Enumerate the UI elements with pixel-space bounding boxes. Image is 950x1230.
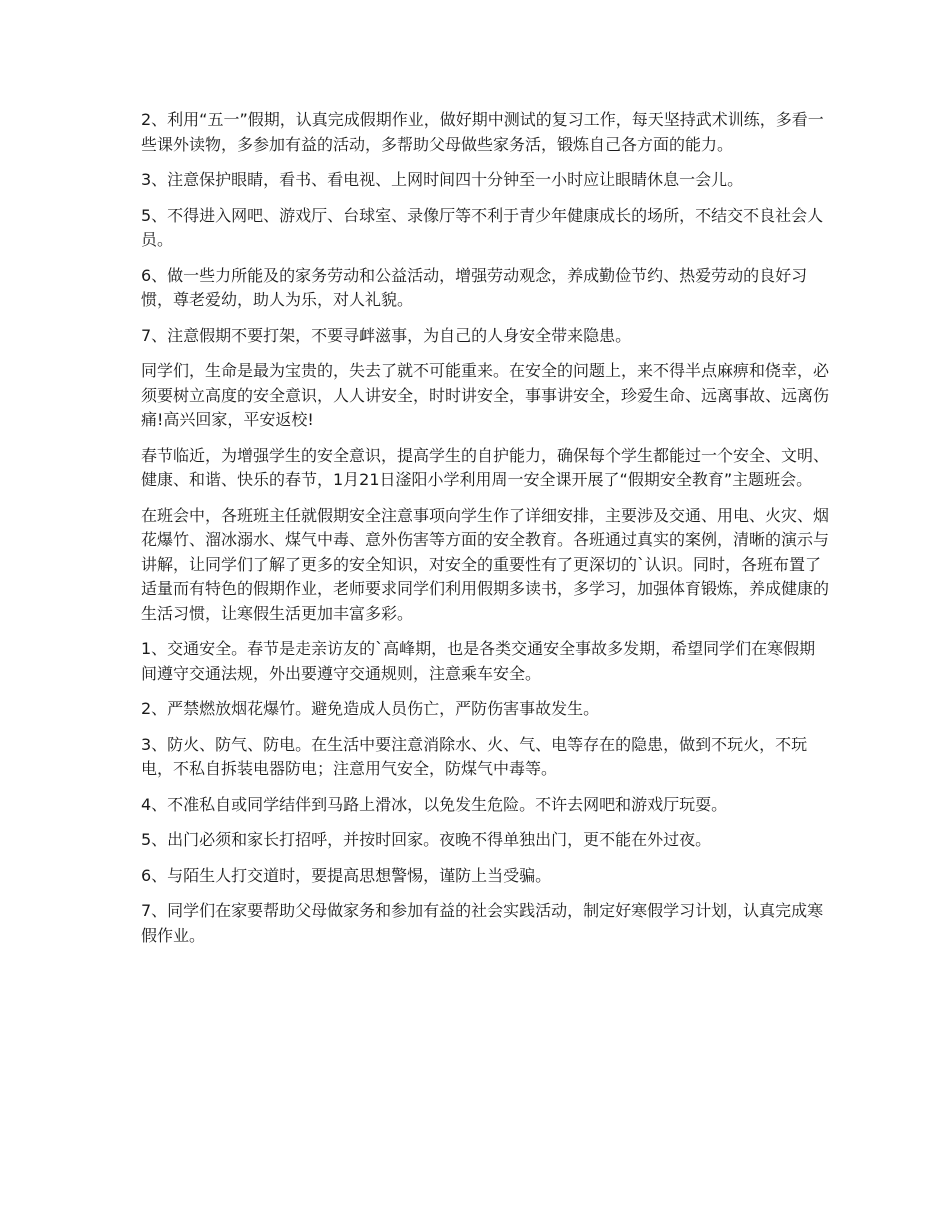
paragraph-class-meeting: 在班会中，各班班主任就假期安全注意事项向学生作了详细安排，主要涉及交通、用电、火灾、烟花爆竹、溜冰溺水、煤气中毒、意外伤害等方面的安全教育。各班通过真实的案例，清晰的演示与讲解，让同学们了解了更多的安全知识，对安全的重要性有了更深切的`认识。同时，各班布置了适量而有特色的假期作业，老师要求同学们利用假期多读书，多学习，加强体育锻炼，养成健康的生活习惯，让寒假生活更加丰富多彩。: [141, 505, 830, 623]
paragraph-spring-festival: 春节临近，为增强学生的安全意识，提高学生的自护能力，确保每个学生都能过一个安全、文明、健康、和谐、快乐的春节，1月21日滏阳小学利用周一安全课开展了“假期安全教育”主题班会。: [141, 445, 830, 489]
document-body: [141, 108, 831, 959]
paragraph-holiday-homework: 2、利用“五一”假期，认真完成假期作业，做好期中测试的复习工作，每天坚持武术训练，多看一些课外读物，多参加有益的活动，多帮助父母做些家务活，锻炼自己各方面的能力。: [141, 110, 824, 154]
paragraph-no-fireworks: 2、严禁燃放烟花爆竹。避免造成人员伤亡，严防伤害事故发生。: [141, 699, 600, 718]
paragraph-study-plan: 7、同学们在家要帮助父母做家务和参加有益的社会实践活动，制定好寒假学习计划，认真完成寒假作业。: [141, 901, 824, 945]
paragraph-traffic-safety: 1、交通安全。春节是走亲访友的`高峰期，也是各类交通安全事故多发期，希望同学们在寒假期间遵守交通法规，外出要遵守交通规则，注意乘车安全。: [141, 639, 816, 683]
paragraph-no-fighting: 7、注意假期不要打架，不要寻衅滋事，为自己的人身安全带来隐患。: [141, 325, 632, 345]
paragraph-no-skating: 4、不准私自或同学结伴到马路上滑冰，以免发生危险。不许去网吧和游戏厅玩耍。: [141, 794, 728, 814]
paragraph-tell-parents: 5、出门必须和家长打招呼，并按时回家。夜晚不得单独出门，更不能在外过夜。: [141, 830, 712, 849]
paragraph-life-precious: 同学们，生命是最为宝贵的，失去了就不可能重来。在安全的问题上，来不得半点麻痹和侥幸，必须要树立高度的安全意识，人人讲安全，时时讲安全，事事讲安全，珍爱生命、远离事故、远离伤痛!高兴回家，平安返校!: [141, 361, 830, 429]
paragraph-housework: 6、做一些力所能及的家务劳动和公益活动，增强劳动观念，养成勤俭节约、热爱劳动的良好习惯，尊老爱幼，助人为乐，对人礼貌。: [141, 265, 808, 309]
paragraph-protect-eyes: 3、注意保护眼睛，看书、看电视、上网时间四十分钟至一小时应让眼睛休息一会儿。: [141, 170, 744, 189]
paragraph-no-internet-cafe: 5、不得进入网吧、游戏厅、台球室、录像厅等不利于青少年健康成长的场所，不结交不良社会人员。: [141, 205, 824, 249]
paragraph-fire-gas-electric: 3、防火、防气、防电。在生活中要注意消除水、火、气、电等存在的隐患，做到不玩火，不玩电，不私自拆装电器防电；注意用气安全，防煤气中毒等。: [141, 734, 808, 778]
paragraph-strangers: 6、与陌生人打交道时，要提高思想警惕，谨防上当受骗。: [141, 865, 552, 885]
